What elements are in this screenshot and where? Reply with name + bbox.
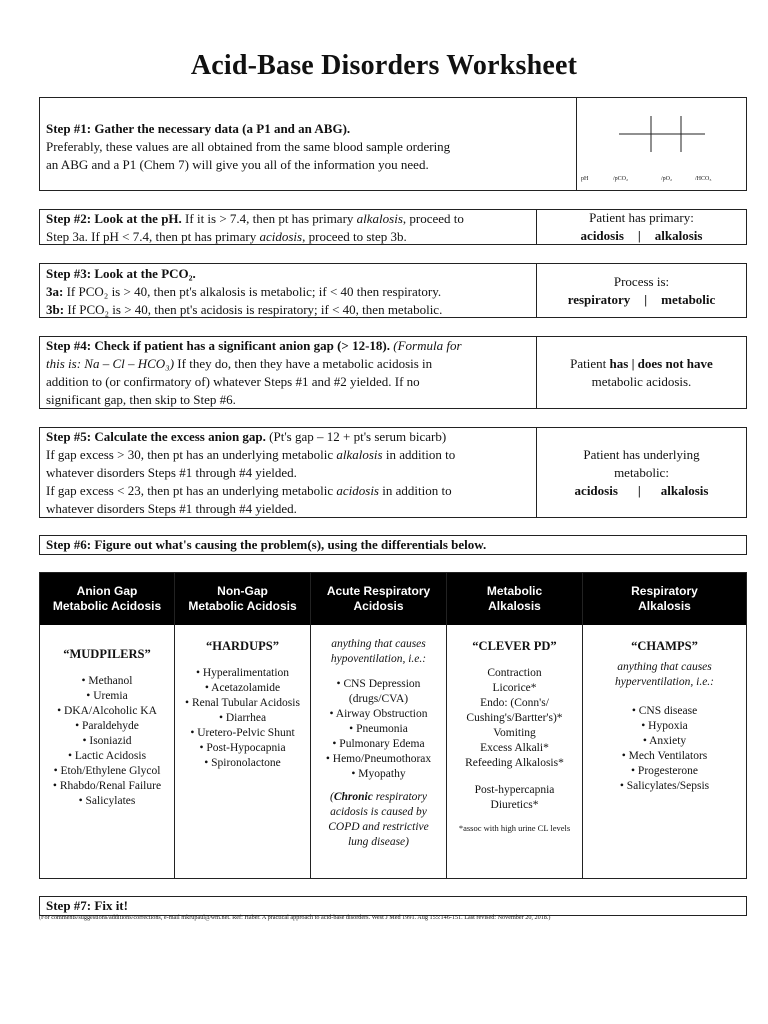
list-item: • Rhabdo/Renal Failure <box>52 780 162 792</box>
step1-text <box>40 98 538 190</box>
step5-l3a: If gap excess < 23, then pt has an underlying metabolic <box>46 483 337 498</box>
step4-t3: significant gap, then skip to Step #6. <box>46 392 236 407</box>
col-met-alkalosis-header <box>447 573 582 625</box>
post-line2: Diuretics* <box>490 799 539 811</box>
option-separator: | <box>637 228 641 243</box>
step5-answer-line2: metabolic: <box>614 464 669 480</box>
po2-label: /pO₂ <box>661 176 673 182</box>
step5-box <box>39 427 747 518</box>
note-line2: hyperventilation, i.e.: <box>615 676 714 688</box>
col-resp-alkalosis-header <box>583 573 746 625</box>
step3-options <box>568 291 716 309</box>
col-acute-respiratory-acidosis <box>311 573 447 878</box>
header-line1: Respiratory <box>631 584 698 598</box>
list-item: Excess Alkali* <box>480 742 549 754</box>
step3-answer-label: Process is: <box>613 273 670 289</box>
option-alkalosis[interactable]: alkalosis <box>660 482 709 498</box>
step5-l4: whatever disorders Steps #1 through #4 yielded. <box>46 501 297 516</box>
step3-answer <box>536 264 746 317</box>
option-metabolic[interactable]: metabolic <box>661 291 716 307</box>
list-item: • Methanol <box>81 675 133 687</box>
step2-box <box>39 209 747 245</box>
step6-heading: Step #6: Figure out what's causing the problem(s), using the differentials below. <box>46 537 487 552</box>
resp-alkalosis-list <box>587 704 742 794</box>
col-anion-gap-body <box>40 625 174 878</box>
header-line1: Anion Gap <box>76 584 138 598</box>
list-item: • CNS Depression <box>336 678 421 690</box>
list-item: • Acetazolamide <box>204 682 281 694</box>
step5-answer-line1: Patient has underlying <box>583 446 700 462</box>
step1-line2: an ABG and a P1 (Chem 7) will give you all of the information you need. <box>46 157 429 172</box>
list-item: • DKA/Alcoholic KA <box>57 705 157 717</box>
header-line1: Acute Respiratory <box>326 584 431 598</box>
note-line1: anything that causes <box>331 638 426 650</box>
list-item: • Spironolactone <box>204 757 281 769</box>
step5-l2: whatever disorders Steps #1 through #4 yielded. <box>46 465 297 480</box>
list-item: • Uremia <box>86 690 128 702</box>
step5-answer <box>536 428 746 517</box>
header-line2: Metabolic Acidosis <box>52 599 162 613</box>
step2-options <box>581 227 703 245</box>
col-resp-acidosis-header <box>311 573 446 625</box>
step7-box <box>39 896 747 916</box>
list-item: • Diarrhea <box>218 712 267 724</box>
col-resp-acidosis-body <box>311 625 446 878</box>
col-anion-gap <box>40 573 175 878</box>
step1-heading: Step #1: Gather the necessary data (a P1 and an ABG). <box>46 121 351 136</box>
mnemonic-champs: “CHAMPS” <box>631 639 698 653</box>
step5-formula: (Pt's gap – 12 + pt's serum bicarb) <box>265 429 447 444</box>
step5-l1c: in addition to <box>382 447 456 462</box>
step5-options <box>575 482 709 500</box>
pco2-label: /pCO₂ <box>613 176 629 182</box>
step5-l3c: in addition to <box>379 483 452 498</box>
non-gap-list <box>179 666 306 771</box>
list-item: • Etoh/Ethylene Glycol <box>53 765 161 777</box>
step2-t4: , proceed to step 3b. <box>302 229 407 244</box>
step4-answer-line2: metabolic acidosis. <box>591 373 692 389</box>
list-item: • Anxiety <box>642 735 687 747</box>
chronic-line4: lung disease) <box>347 836 409 848</box>
step3b-text: If PCO₂ is > 40, then pt's acidosis is respiratory; if < 40, then metabolic. <box>64 302 443 317</box>
option-alkalosis[interactable]: alkalosis <box>654 228 703 243</box>
ph-label: pH <box>581 176 589 182</box>
step5-heading: Step #5: Calculate the excess anion gap. <box>46 429 266 444</box>
step4-formula-b: this is: Na – Cl – HCO₃) <box>46 356 175 371</box>
step1-box <box>39 97 747 191</box>
step2-t2: , proceed to <box>402 211 464 226</box>
mnemonic-clever-pd: “CLEVER PD” <box>472 639 557 653</box>
list-item: • Post-Hypocapnia <box>199 742 286 754</box>
page-title: Acid-Base Disorders Worksheet <box>190 50 578 81</box>
list-item: • Progesterone <box>631 765 698 777</box>
abg-fishbone <box>576 98 746 190</box>
step2-answer <box>536 210 746 244</box>
col-resp-alkalosis-body <box>583 625 746 878</box>
resp-alkalosis-note <box>587 660 742 690</box>
list-item: Licorice* <box>492 682 537 694</box>
met-alkalosis-list <box>451 666 578 771</box>
mnemonic-hardups: “HARDUPS” <box>206 639 279 653</box>
post-hypercapnia <box>451 783 578 813</box>
step4-box <box>39 336 747 409</box>
step6-box <box>39 535 747 555</box>
step5-l3b: acidosis <box>336 483 379 498</box>
col-non-gap-body <box>175 625 310 878</box>
chronic-rest: respiratory <box>372 791 428 803</box>
step3-box <box>39 263 747 318</box>
step5-l1b: alkalosis <box>336 447 383 462</box>
list-item: • Hyperalimentation <box>195 667 290 679</box>
list-item: Contraction <box>487 667 542 679</box>
list-item: • Myopathy <box>351 768 406 780</box>
step4-formula-a: (Formula for <box>390 338 462 353</box>
step4-answer <box>536 337 746 408</box>
abg-labels <box>581 176 741 188</box>
step5-l1a: If gap excess > 30, then pt has an underlying metabolic <box>46 447 337 462</box>
option-separator: | <box>644 291 648 307</box>
col-anion-gap-header <box>40 573 174 625</box>
list-item: • Renal Tubular Acidosis <box>185 697 300 709</box>
list-item: Cushing's/Bartter's)* <box>466 712 563 724</box>
list-item: • Uretero-Pelvic Shunt <box>190 727 295 739</box>
step5-text <box>40 428 538 517</box>
step4-t1: If they do, then they have a metabolic acidosis in <box>174 356 433 371</box>
step3b-label: 3b: <box>46 302 65 317</box>
header-line2: Alkalosis <box>638 599 691 613</box>
list-item: Refeeding Alkalosis* <box>465 757 564 769</box>
list-item: • Isoniazid <box>82 735 132 747</box>
list-item: Endo: (Conn's/ <box>480 697 549 709</box>
list-item: (drugs/CVA) <box>348 693 409 705</box>
step4-answer-pre: Patient <box>570 355 610 371</box>
step7-heading: Step #7: Fix it! <box>46 898 128 913</box>
step4-text <box>40 337 538 408</box>
chronic-line3: COPD and restrictive <box>328 821 429 833</box>
header-line1: Non-Gap <box>217 584 268 598</box>
option-acidosis[interactable]: acidosis <box>580 228 624 243</box>
list-item: • Mech Ventilators <box>621 750 708 762</box>
list-item: • CNS disease <box>631 705 698 717</box>
step1-line1: Preferably, these values are all obtained from the same blood sample ordering <box>46 139 451 154</box>
header-line2: Acidosis <box>353 599 404 613</box>
col-respiratory-alkalosis <box>583 573 746 878</box>
step3-text <box>40 264 538 317</box>
step3a-label: 3a: <box>46 284 64 299</box>
resp-acidosis-note <box>315 637 442 667</box>
hco3-label: /HCO₃ <box>695 176 712 182</box>
step2-t1: If it is > 7.4, then pt has primary <box>181 211 357 226</box>
list-item: • Airway Obstruction <box>329 708 428 720</box>
list-item: • Salicylates/Sepsis <box>619 780 710 792</box>
list-item: • Lactic Acidosis <box>67 750 147 762</box>
list-item: • Salicylates <box>78 795 136 807</box>
step3-heading: Step #3: Look at the PCO₂. <box>46 266 196 281</box>
list-item: • Hypoxia <box>641 720 688 732</box>
differentials-table <box>39 572 747 879</box>
col-metabolic-alkalosis <box>447 573 583 878</box>
option-acidosis[interactable]: acidosis <box>574 482 618 498</box>
col-non-gap-header <box>175 573 310 625</box>
chronic-word: Chronic <box>333 791 373 803</box>
resp-acidosis-list <box>315 677 442 782</box>
header-line1: Metabolic <box>486 584 543 598</box>
mnemonic-mudpilers: “MUDPILERS” <box>63 647 151 661</box>
step4-heading: Step #4: Check if patient has a significant anion gap (> 12-18). <box>46 338 390 353</box>
step4-options[interactable]: has | does not have <box>609 355 713 371</box>
anion-gap-list <box>44 674 170 809</box>
footnote-urine-cl: *assoc with high urine CL levels <box>458 823 571 833</box>
list-item: • Paraldehyde <box>75 720 139 732</box>
step3a-text: If PCO₂ is > 40, then pt's alkalosis is metabolic; if < 40 then respiratory. <box>63 284 442 299</box>
list-item: • Hemo/Pneumothorax <box>325 753 432 765</box>
chronic-note <box>315 790 442 850</box>
post-line1: Post-hypercapnia <box>474 784 555 796</box>
footer-reference: (For comments/suggestions/additions/corrections, e-mail mkrupaul@wm.net. Ref: Haber. A practical approach to acid-base disorders. West J Med 1991. Aug 155:146-151. Last revised: November 20, 2018.) <box>39 914 551 921</box>
header-line2: Metabolic Acidosis <box>188 599 297 613</box>
step2-acidosis: acidosis <box>259 229 303 244</box>
col-non-gap <box>175 573 311 878</box>
option-respiratory[interactable]: respiratory <box>567 291 631 307</box>
col-met-alkalosis-body <box>447 625 582 878</box>
step2-alkalosis: alkalosis <box>356 211 403 226</box>
list-item: • Pneumonia <box>349 723 408 735</box>
step2-t3: Step 3a. If pH < 7.4, then pt has primary <box>46 229 260 244</box>
note-line1: anything that causes <box>617 661 712 673</box>
step2-heading: Step #2: Look at the pH. <box>46 211 182 226</box>
header-line2: Alkalosis <box>488 599 541 613</box>
list-item: • Pulmonary Edema <box>332 738 425 750</box>
chronic-line2: acidosis is caused by <box>330 806 427 818</box>
list-item: Vomiting <box>493 727 536 739</box>
note-line2: hypoventilation, i.e.: <box>330 653 427 665</box>
chronic-paren: ( <box>329 791 334 803</box>
step2-answer-label: Patient has primary: <box>589 210 694 225</box>
option-separator: | <box>637 482 641 498</box>
step2-text <box>40 210 538 244</box>
step4-t2: addition to (or confirmatory of) whatever Steps #1 and #2 yielded. If no <box>46 374 420 389</box>
